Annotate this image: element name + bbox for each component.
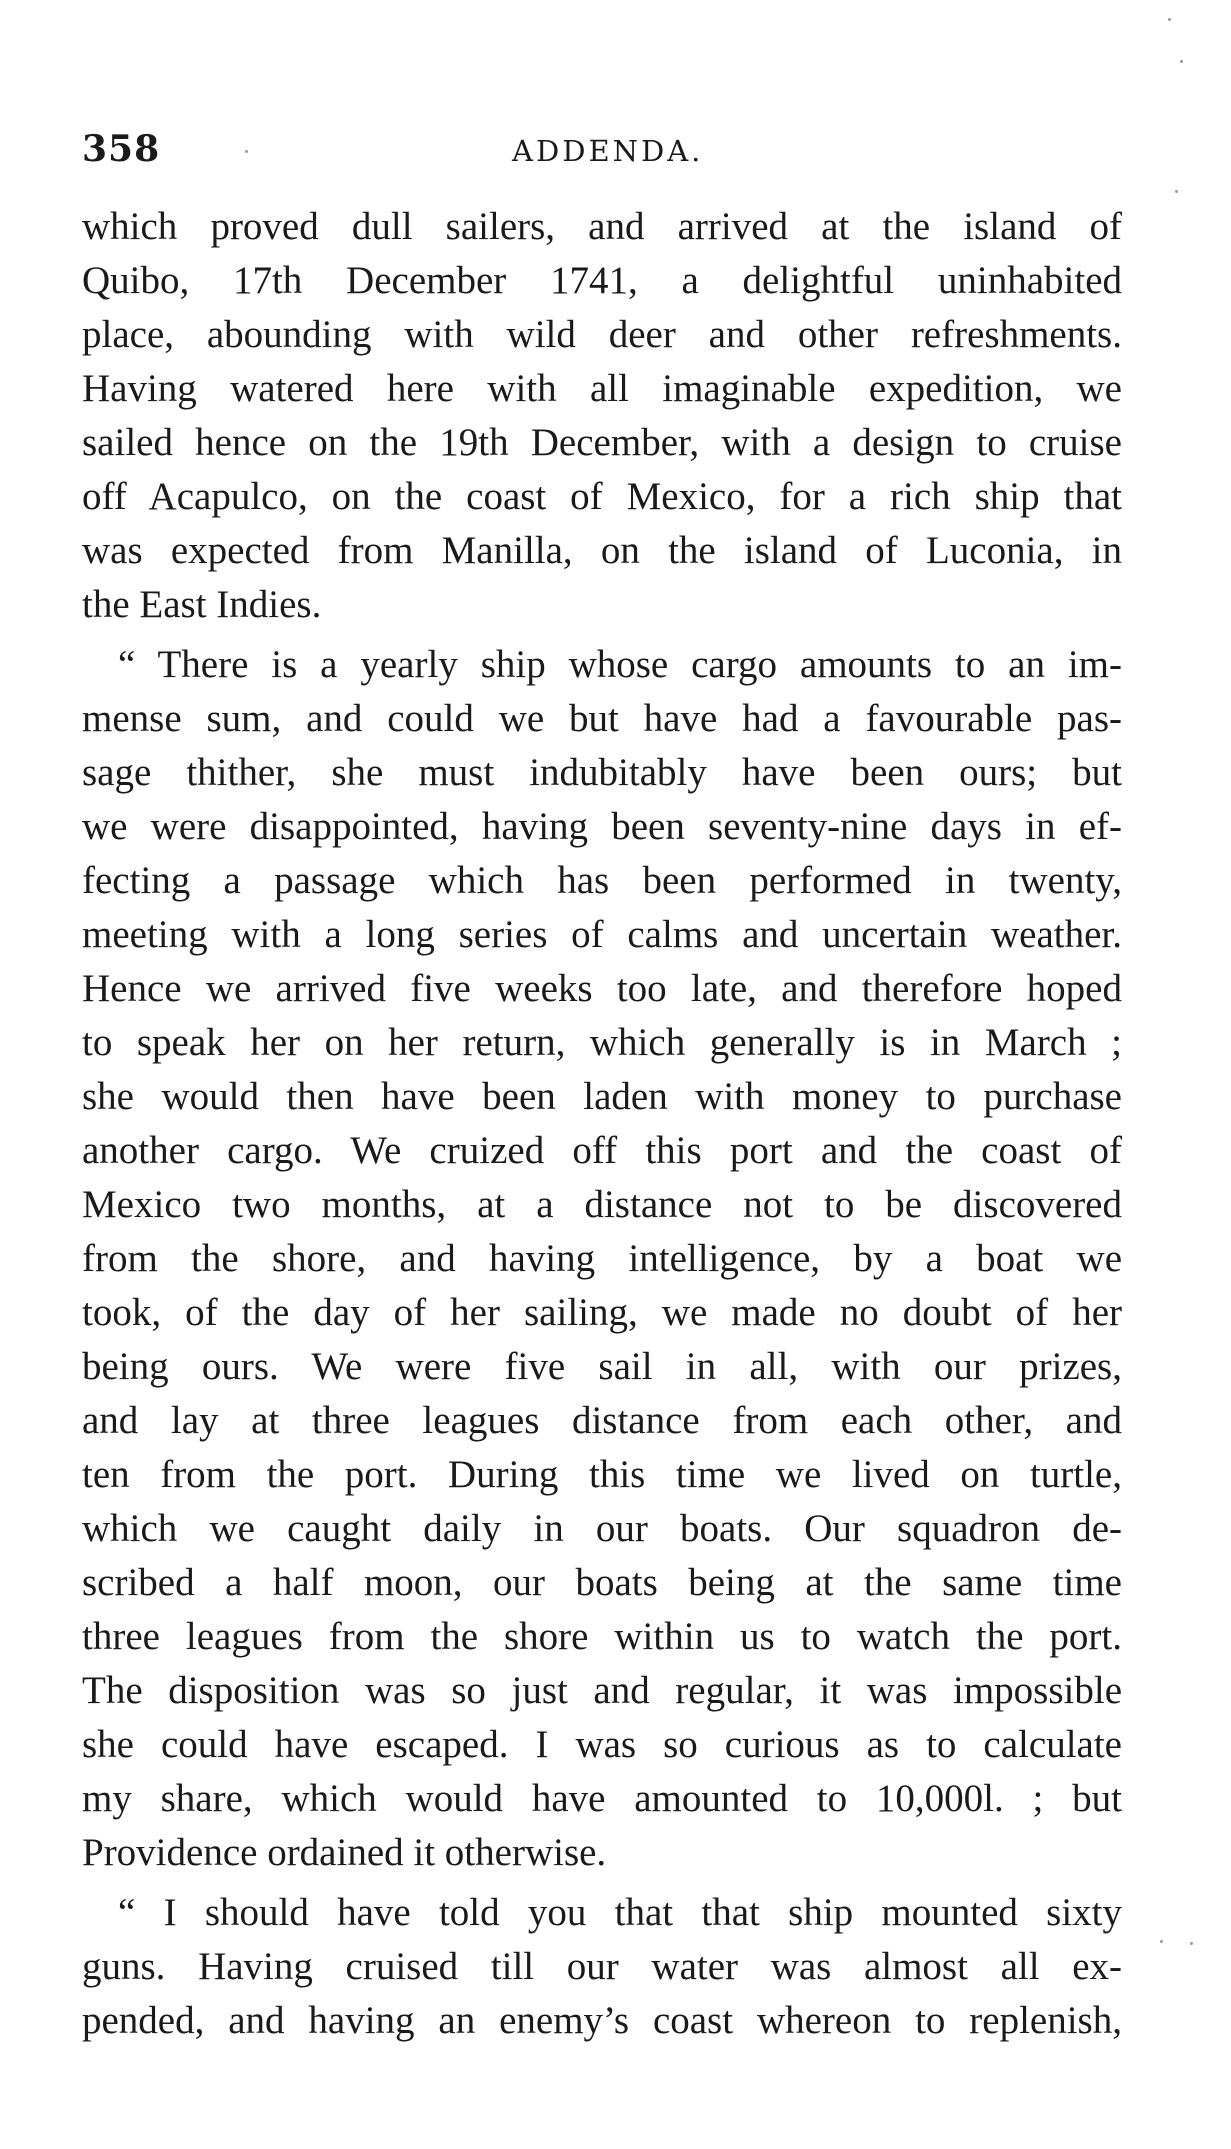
text-line: another cargo. We cruized off this port and the coast of	[82, 1129, 1122, 1172]
text-line: guns. Having cruised till our water was almost all ex-	[82, 1945, 1122, 1988]
paragraph	[82, 200, 1122, 632]
text-line: sage thither, she must indubitably have been ours; but	[82, 751, 1122, 794]
text-line: scribed a half moon, our boats being at the same time	[82, 1561, 1122, 1604]
text-line: “ I should have told you that that ship mounted sixty	[118, 1891, 1122, 1934]
text-line: was expected from Manilla, on the island of Luconia, in	[82, 529, 1122, 572]
scan-speck	[1190, 1942, 1193, 1945]
text-line: sailed hence on the 19th December, with a design to cruise	[82, 421, 1122, 464]
text-line: my share, which would have amounted to 10,000l. ; but	[82, 1777, 1122, 1820]
text-line: mense sum, and could we but have had a favourable pas-	[82, 697, 1122, 740]
scan-speck	[1180, 60, 1183, 63]
text-line: place, abounding with wild deer and other refreshments.	[82, 313, 1122, 356]
text-line: to speak her on her return, which generally is in March ;	[82, 1021, 1122, 1064]
paragraph	[82, 1886, 1122, 2048]
paragraph	[82, 638, 1122, 1880]
text-line: the East Indies.	[82, 583, 322, 626]
scan-speck	[245, 150, 248, 153]
text-line: pended, and having an enemy’s coast whereon to replenish,	[82, 1999, 1122, 2042]
text-line: we were disappointed, having been seventy-nine days in ef-	[82, 805, 1122, 848]
text-line: she could have escaped. I was so curious as to calculate	[82, 1723, 1122, 1766]
text-line: Mexico two months, at a distance not to be discovered	[82, 1183, 1122, 1226]
text-line: The disposition was so just and regular, it was impossible	[82, 1669, 1122, 1712]
text-line: and lay at three leagues distance from each other, and	[82, 1399, 1122, 1442]
text-line: took, of the day of her sailing, we made no doubt of her	[82, 1291, 1122, 1334]
text-line: Providence ordained it otherwise.	[82, 1831, 607, 1874]
text-line: she would then have been laden with money to purchase	[82, 1075, 1122, 1118]
text-line: which we caught daily in our boats. Our squadron de-	[82, 1507, 1122, 1550]
text-line: fecting a passage which has been performed in twenty,	[82, 859, 1122, 902]
running-head: ADDENDA.	[512, 134, 704, 168]
text-line: Having watered here with all imaginable expedition, we	[82, 367, 1122, 410]
scan-speck	[1160, 1940, 1163, 1943]
text-line: three leagues from the shore within us to watch the port.	[82, 1615, 1122, 1658]
page-header	[82, 128, 1122, 178]
text-line: Quibo, 17th December 1741, a delightful uninhabited	[82, 259, 1122, 302]
scan-speck	[1175, 190, 1178, 193]
text-line: from the shore, and having intelligence, by a boat we	[82, 1237, 1122, 1280]
text-line: ten from the port. During this time we lived on turtle,	[82, 1453, 1122, 1496]
text-line: being ours. We were five sail in all, with our prizes,	[82, 1345, 1122, 1388]
text-line: off Acapulco, on the coast of Mexico, for a rich ship that	[82, 475, 1122, 518]
body-text	[82, 200, 1122, 2048]
page-number: 358	[82, 128, 161, 170]
scan-speck	[1168, 18, 1171, 21]
text-line: meeting with a long series of calms and uncertain weather.	[82, 913, 1122, 956]
text-line: “ There is a yearly ship whose cargo amounts to an im-	[118, 643, 1122, 686]
text-line: which proved dull sailers, and arrived at the island of	[82, 205, 1122, 248]
text-line: Hence we arrived five weeks too late, and therefore hoped	[82, 967, 1122, 1010]
